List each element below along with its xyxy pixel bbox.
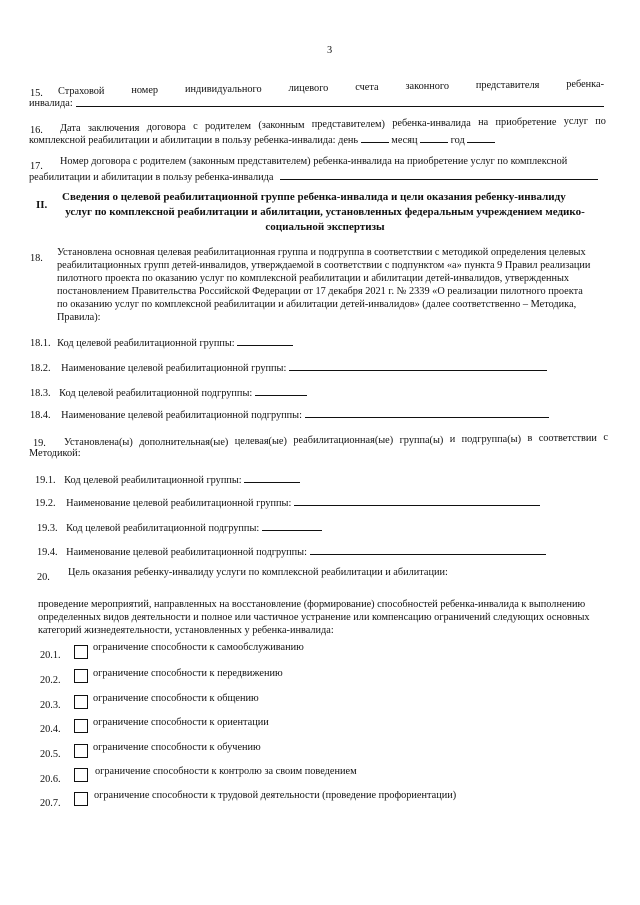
item18-line2: реабилитационных групп детей-инвалидов, утверждаемой в соответствии с подпунктом «а» пункта 9 Правил реализации	[57, 260, 591, 271]
item19-2-field[interactable]	[294, 496, 540, 506]
section2-title-line1: Сведения о целевой реабилитационной группе ребенка-инвалида и цели оказания ребенку-инвалиду	[62, 191, 566, 203]
word: услуг	[563, 116, 588, 127]
item18-1-number: 18.1.	[30, 338, 51, 349]
word: с	[603, 432, 608, 443]
item15-number: 15.	[30, 88, 43, 99]
item18-4-field[interactable]	[305, 408, 549, 418]
item16-day-field[interactable]	[361, 133, 389, 143]
item19-1-label: Код целевой реабилитационной группы:	[64, 475, 242, 486]
word: в	[527, 433, 533, 444]
word: номер	[131, 85, 159, 96]
item19-number: 19.	[33, 438, 46, 449]
item19-2-label: Наименование целевой реабилитационной группы:	[66, 498, 292, 509]
item16-day-label: комплексной реабилитации и абилитации в пользу ребенка-инвалида: день	[29, 135, 359, 146]
item15-text-line1	[58, 79, 604, 97]
item20-para-line2: определенных видов деятельности и полное или частичное устранение или компенсацию ограничений следующих основных	[38, 612, 590, 623]
item20-3-label: ограничение способности к общению	[93, 693, 259, 704]
page-number: 3	[327, 45, 333, 56]
item20-1-checkbox[interactable]	[74, 645, 88, 659]
item20-2-number: 20.2.	[40, 675, 61, 686]
item18-4-row	[30, 408, 549, 422]
item20-1-label: ограничение способности к самообслуживанию	[93, 642, 304, 653]
word: и	[449, 434, 456, 445]
word: ребенка-инвалида	[392, 118, 471, 129]
item19-3-row	[37, 521, 322, 535]
item20-1-number: 20.1.	[40, 650, 61, 661]
section2-title-line2: услуг по комплексной реабилитации и абилитации, установленных федеральным учреждением медико-	[65, 206, 585, 218]
item20-5-checkbox[interactable]	[74, 744, 88, 758]
item20-6-checkbox[interactable]	[74, 768, 88, 782]
item19-1-field[interactable]	[244, 473, 300, 483]
word: дополнительная(ые)	[139, 437, 229, 448]
item17-contract-field[interactable]	[280, 170, 598, 180]
item20-2-checkbox[interactable]	[74, 669, 88, 683]
word: договора	[146, 122, 186, 133]
item19-text-line1	[64, 432, 608, 448]
word: приобретение	[495, 117, 557, 128]
item19-1-row	[35, 473, 300, 487]
item20-para-line3: категорий жизнедеятельности, установленных у ребенка-инвалида:	[38, 625, 334, 636]
item19-2-number: 19.2.	[35, 498, 56, 509]
word: Дата	[60, 123, 81, 134]
word: целевая(ые)	[234, 436, 287, 447]
word: с	[193, 121, 198, 132]
item16-line2	[29, 133, 495, 147]
item19-3-field[interactable]	[262, 521, 322, 531]
item18-3-field[interactable]	[255, 386, 307, 396]
word: представителя	[475, 80, 540, 91]
word: родителем	[205, 121, 252, 132]
item19-4-row	[37, 545, 546, 559]
item17-line2-row	[29, 170, 598, 184]
item15-cont: инвалида:	[29, 98, 73, 109]
item18-1-row	[30, 336, 293, 350]
word: представителем)	[311, 119, 385, 130]
item20-3-checkbox[interactable]	[74, 695, 88, 709]
item16-year-label: год	[450, 135, 465, 146]
item17-line1: Номер договора с родителем (законным представителем) ребенка-инвалида на приобретение услуг по комплексной	[60, 156, 568, 167]
item19-4-field[interactable]	[310, 545, 546, 555]
word: Страховой	[58, 86, 105, 97]
item20-6-label: ограничение способности к контролю за своим поведением	[95, 766, 357, 777]
word: (законным	[258, 120, 305, 131]
item20-4-number: 20.4.	[40, 724, 61, 735]
item19-3-label: Код целевой реабилитационной подгруппы:	[66, 523, 260, 534]
item19-cont: Методикой:	[29, 448, 81, 459]
item20-title: Цель оказания ребенку-инвалиду услуги по комплексной реабилитации и абилитации:	[68, 567, 448, 578]
item15-fill-line[interactable]	[76, 106, 604, 107]
word: соответствии	[538, 433, 597, 444]
word: индивидуального	[184, 84, 262, 95]
item18-2-number: 18.2.	[30, 363, 51, 374]
item20-6-number: 20.6.	[40, 774, 61, 785]
item16-year-field[interactable]	[467, 133, 495, 143]
item20-7-label: ограничение способности к трудовой деятельности (проведение профориентации)	[94, 790, 457, 801]
word: на	[478, 117, 489, 128]
word: подгруппа(ы)	[461, 434, 522, 445]
item19-2-row	[35, 496, 540, 510]
word: ребенка-	[566, 79, 604, 90]
item18-number: 18.	[30, 253, 43, 264]
word: лицевого	[288, 83, 329, 94]
section2-roman: II.	[36, 199, 48, 211]
word: счета	[355, 82, 379, 93]
item20-5-label: ограничение способности к обучению	[93, 742, 261, 753]
item20-para-line1: проведение мероприятий, направленных на восстановление (формирование) способностей ребенка-инвалида к выполнению	[38, 599, 586, 610]
item20-number: 20.	[37, 572, 50, 583]
word: законного	[405, 81, 450, 92]
item16-month-field[interactable]	[420, 133, 448, 143]
item16-number: 16.	[30, 125, 43, 136]
word: реабилитационная(ые)	[293, 435, 394, 446]
word: по	[595, 116, 606, 127]
word: заключения	[87, 123, 140, 134]
item18-line3: пилотного проекта по оказанию услуг по комплексной реабилитации и абилитации детей-инвалидов, утвержденных	[57, 273, 570, 284]
item20-3-number: 20.3.	[40, 700, 61, 711]
item16-month-label: месяц	[391, 135, 418, 146]
item18-3-number: 18.3.	[30, 388, 51, 399]
item19-1-number: 19.1.	[35, 475, 56, 486]
item18-2-field[interactable]	[289, 361, 547, 371]
word: Установлена(ы)	[64, 437, 133, 448]
item18-2-row	[30, 361, 547, 375]
section2-title-line3: социальной экспертизы	[265, 221, 385, 233]
item18-line1: Установлена основная целевая реабилитационная группа и подгруппа в соответствии с методикой определения целевых	[57, 247, 586, 258]
item20-5-number: 20.5.	[40, 749, 61, 760]
item18-3-label: Код целевой реабилитационной подгруппы:	[59, 388, 253, 399]
item18-4-number: 18.4.	[30, 410, 51, 421]
item18-line4: постановлением Правительства Российской Федерации от 17 декабря 2021 г. № 2339 «О реализации пилотного проекта	[57, 286, 583, 297]
item18-1-label: Код целевой реабилитационной группы:	[57, 338, 235, 349]
word: группа(ы)	[399, 435, 444, 446]
item17-line2: реабилитации и абилитации в пользу ребенка-инвалида	[29, 172, 274, 183]
item18-3-row	[30, 386, 307, 400]
item16-text-line1	[60, 116, 606, 134]
item20-2-label: ограничение способности к передвижению	[93, 668, 283, 679]
item18-line6: Правила):	[57, 312, 101, 323]
item18-1-field[interactable]	[237, 336, 293, 346]
item19-4-label: Наименование целевой реабилитационной подгруппы:	[66, 547, 307, 558]
item20-7-number: 20.7.	[40, 798, 61, 809]
item17-number: 17.	[30, 161, 43, 172]
item18-line5: по оказанию услуг по комплексной реабилитации и абилитации детей-инвалидов» (далее соответственно – Методика,	[57, 299, 577, 310]
item19-3-number: 19.3.	[37, 523, 58, 534]
item20-4-label: ограничение способности к ориентации	[93, 717, 269, 728]
item18-2-label: Наименование целевой реабилитационной группы:	[61, 363, 287, 374]
item19-4-number: 19.4.	[37, 547, 58, 558]
item20-4-checkbox[interactable]	[74, 719, 88, 733]
item20-7-checkbox[interactable]	[74, 792, 88, 806]
item18-4-label: Наименование целевой реабилитационной подгруппы:	[61, 410, 302, 421]
